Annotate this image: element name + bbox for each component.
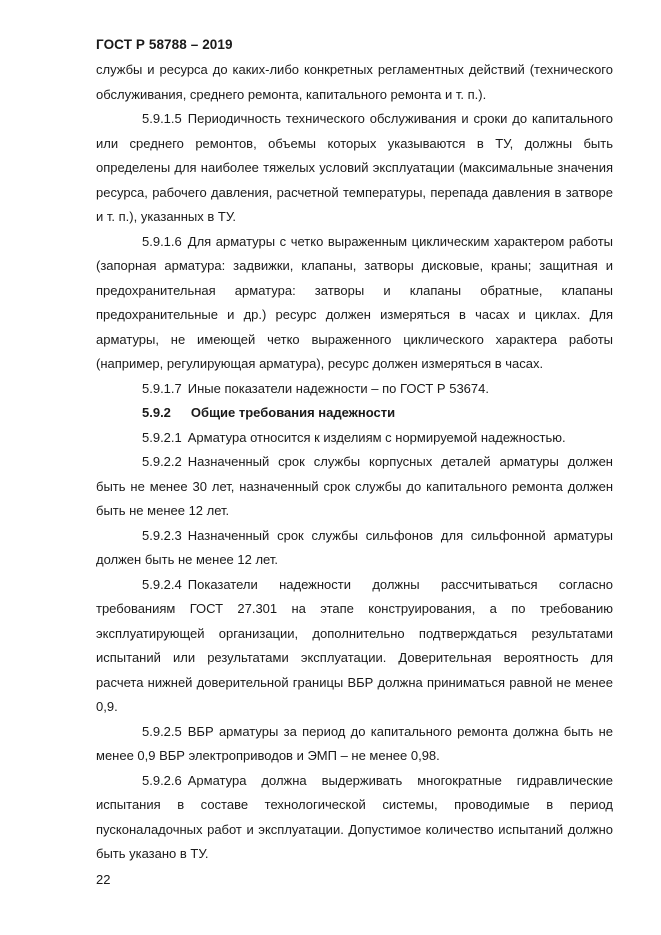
paragraph-text: службы и ресурса до каких-либо конкретных регламентных действий (технического обслуживания, среднего ремонта, капитального ремонта и т. п.). bbox=[96, 62, 613, 102]
paragraph-5-9-2-3 bbox=[96, 524, 613, 573]
paragraph-text: Назначенный срок службы сильфонов для сильфонной арматуры должен быть не менее 12 лет. bbox=[96, 527, 613, 567]
clause-number: 5.9.2.1 bbox=[142, 429, 182, 445]
clause-number: 5.9.2.6 bbox=[142, 772, 182, 788]
page-number: 22 bbox=[96, 872, 111, 887]
paragraph-text: Показатели надежности должны рассчитываться согласно требованиям ГОСТ 27.301 на этапе конструирования, а по требованию эксплуатирующей организации, дополнительно подтверждаться результатами испытаний или результатами эксплуатации. Доверительная вероятность для расчета нижней доверительной границы ВБР должна приниматься равной не менее 0,9. bbox=[96, 576, 613, 714]
clause-number: 5.9.2.4 bbox=[142, 576, 182, 592]
paragraph-5-9-2-4 bbox=[96, 573, 613, 720]
clause-number: 5.9.1.7 bbox=[142, 380, 182, 396]
paragraph-5-9-1-7 bbox=[96, 377, 613, 402]
paragraph-5-9-1-5 bbox=[96, 107, 613, 230]
paragraph-text: Назначенный срок службы корпусных деталей арматуры должен быть не менее 30 лет, назначенный срок службы до капитального ремонта должен быть не менее 12 лет. bbox=[96, 454, 613, 518]
clause-number: 5.9.2.5 bbox=[142, 723, 182, 739]
paragraph-5-9-2-6 bbox=[96, 769, 613, 867]
document-header: ГОСТ Р 58788 – 2019 bbox=[96, 37, 233, 52]
paragraph-text: Арматура относится к изделиям с нормируемой надежностью. bbox=[187, 429, 566, 445]
clause-number: 5.9.2.2 bbox=[142, 454, 182, 469]
section-heading-5-9-2 bbox=[96, 401, 613, 426]
clause-number: 5.9.2 bbox=[142, 405, 171, 420]
paragraph-5-9-2-2 bbox=[96, 450, 613, 524]
paragraph-5-9-2-1 bbox=[96, 426, 613, 451]
paragraph-5-9-1-6 bbox=[96, 230, 613, 377]
clause-number: 5.9.1.5 bbox=[142, 111, 182, 126]
paragraph-5-9-2-5 bbox=[96, 720, 613, 769]
paragraph-text: ВБР арматуры за период до капитального ремонта должна быть не менее 0,9 ВБР электроприводов и ЭМП – не менее 0,98. bbox=[96, 723, 613, 763]
paragraph-text: Арматура должна выдерживать многократные гидравлические испытания в составе технологической системы, проводимые в период пусконаладочных работ и эксплуатации. Допустимое количество испытаний должно быть указано в ТУ. bbox=[96, 772, 613, 861]
document-body bbox=[96, 58, 613, 867]
heading-text: Общие требования надежности bbox=[190, 405, 396, 420]
paragraph-text: Для арматуры с четко выраженным циклическим характером работы (запорная арматура: задвижки, клапаны, затворы дисковые, краны; защитная и предохранительная арматура: затворы и клапаны обратные, клапаны предохранительные и др.) ресурс должен измеряться в часах и циклах. Для арматуры, не имеющей четко выраженного циклического характера работы (например, регулирующая арматура), ресурс должен измеряться в часах. bbox=[96, 233, 613, 371]
clause-number: 5.9.2.3 bbox=[142, 527, 182, 543]
clause-number: 5.9.1.6 bbox=[142, 233, 182, 249]
paragraph-text: Периодичность технического обслуживания и сроки до капитального или среднего ремонтов, объемы которых указываются в ТУ, должны быть определены для наиболее тяжелых условий эксплуатации (максимальные значения ресурса, рабочего давления, расчетной температуры, перепада давления в затворе и т. п.), указанных в ТУ. bbox=[96, 111, 613, 224]
paragraph-continuation bbox=[96, 58, 613, 107]
paragraph-text: Иные показатели надежности – по ГОСТ Р 53674. bbox=[187, 380, 489, 396]
